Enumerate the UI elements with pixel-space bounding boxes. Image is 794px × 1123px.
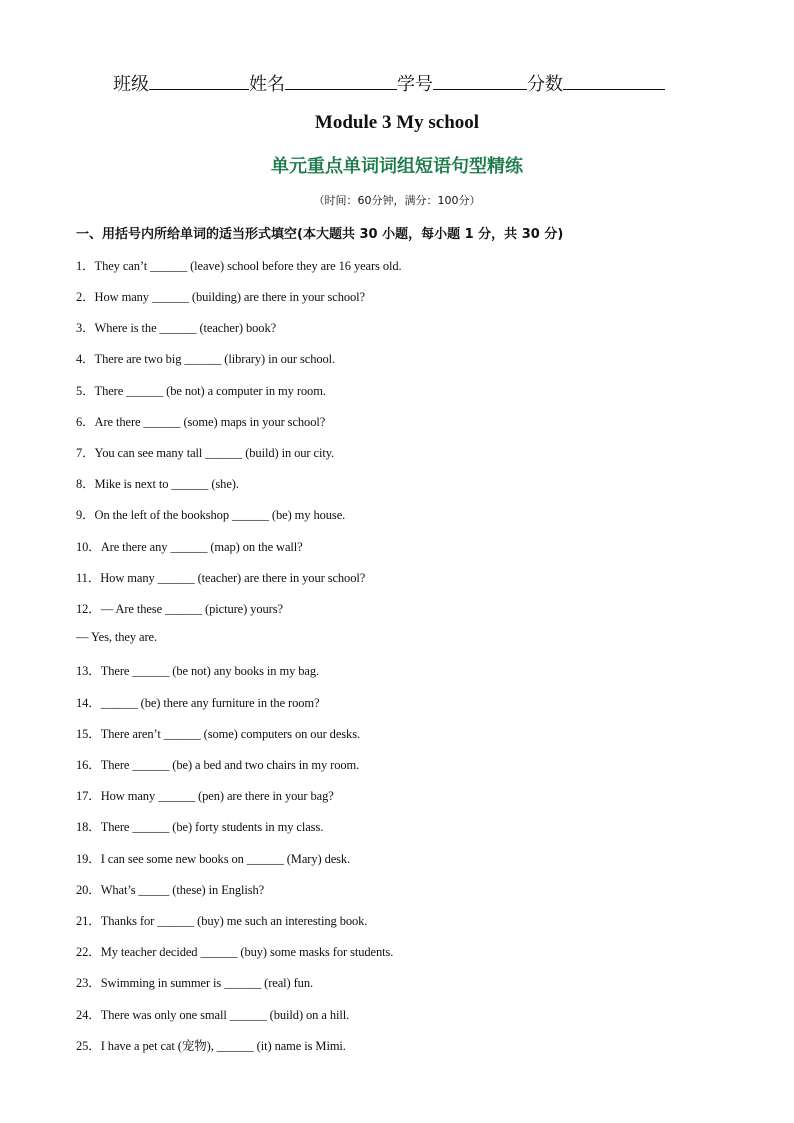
score-blank bbox=[563, 73, 665, 90]
class-label: 班级 bbox=[113, 74, 149, 94]
page-subtitle: 单元重点单词词组短语句型精练 bbox=[271, 156, 523, 177]
question-item: 9．On the left of the bookshop ______ (be) my house. bbox=[76, 508, 346, 522]
question-item: 19．I can see some new books on ______ (Mary) desk. bbox=[76, 852, 351, 866]
number-blank bbox=[433, 73, 527, 90]
question-item: 3．Where is the ______ (teacher) book? bbox=[76, 321, 277, 335]
question-item: 20．What’s _____ (these) in English? bbox=[76, 883, 265, 897]
question-item: 15．There aren’t ______ (some) computers on our desks. bbox=[76, 727, 360, 741]
question-item: 23．Swimming in summer is ______ (real) fun. bbox=[76, 976, 313, 990]
question-item: 22．My teacher decided ______ (buy) some masks for students. bbox=[76, 945, 394, 959]
question-item: 25．I have a pet cat (宠物), ______ (it) name is Mimi. bbox=[76, 1039, 346, 1053]
question-item: 6．Are there ______ (some) maps in your school? bbox=[76, 415, 326, 429]
question-answer-line: — Yes, they are. bbox=[76, 630, 158, 644]
section-heading: 一、用括号内所给单词的适当形式填空(本大题共 30 小题，每小题 1 分，共 30 分) bbox=[76, 227, 564, 242]
score-label: 分数 bbox=[527, 74, 563, 94]
question-item: 1．They can’t ______ (leave) school before they are 16 years old. bbox=[76, 259, 402, 273]
question-item: 21．Thanks for ______ (buy) me such an interesting book. bbox=[76, 914, 368, 928]
page-title: Module 3 My school bbox=[314, 112, 480, 133]
question-item: 2．How many ______ (building) are there in your school? bbox=[76, 290, 365, 304]
question-item: 5．There ______ (be not) a computer in my room. bbox=[76, 384, 326, 398]
question-item: 18．There ______ (be) forty students in my class. bbox=[76, 820, 324, 834]
question-item: 7．You can see many tall ______ (build) in our city. bbox=[76, 446, 335, 460]
question-item: 12．— Are these ______ (picture) yours? bbox=[76, 602, 283, 616]
class-blank bbox=[149, 73, 249, 90]
time-note: （时间：60分钟，满分：100分） bbox=[313, 194, 481, 207]
question-item: 16．There ______ (be) a bed and two chairs in my room. bbox=[76, 758, 360, 772]
name-blank bbox=[285, 73, 397, 90]
student-info-line bbox=[113, 70, 665, 96]
name-label: 姓名 bbox=[249, 74, 285, 94]
question-item: 13．There ______ (be not) any books in my bag. bbox=[76, 664, 320, 678]
question-item: 17．How many ______ (pen) are there in your bag? bbox=[76, 789, 334, 803]
question-item: 14．______ (be) there any furniture in the room? bbox=[76, 696, 320, 710]
number-label: 学号 bbox=[397, 74, 433, 94]
question-item: 4．There are two big ______ (library) in our school. bbox=[76, 352, 336, 366]
question-item: 11．How many ______ (teacher) are there in your school? bbox=[76, 571, 366, 585]
question-item: 24．There was only one small ______ (build) on a hill. bbox=[76, 1008, 350, 1022]
question-item: 8．Mike is next to ______ (she). bbox=[76, 477, 239, 491]
question-item: 10．Are there any ______ (map) on the wall? bbox=[76, 540, 303, 554]
